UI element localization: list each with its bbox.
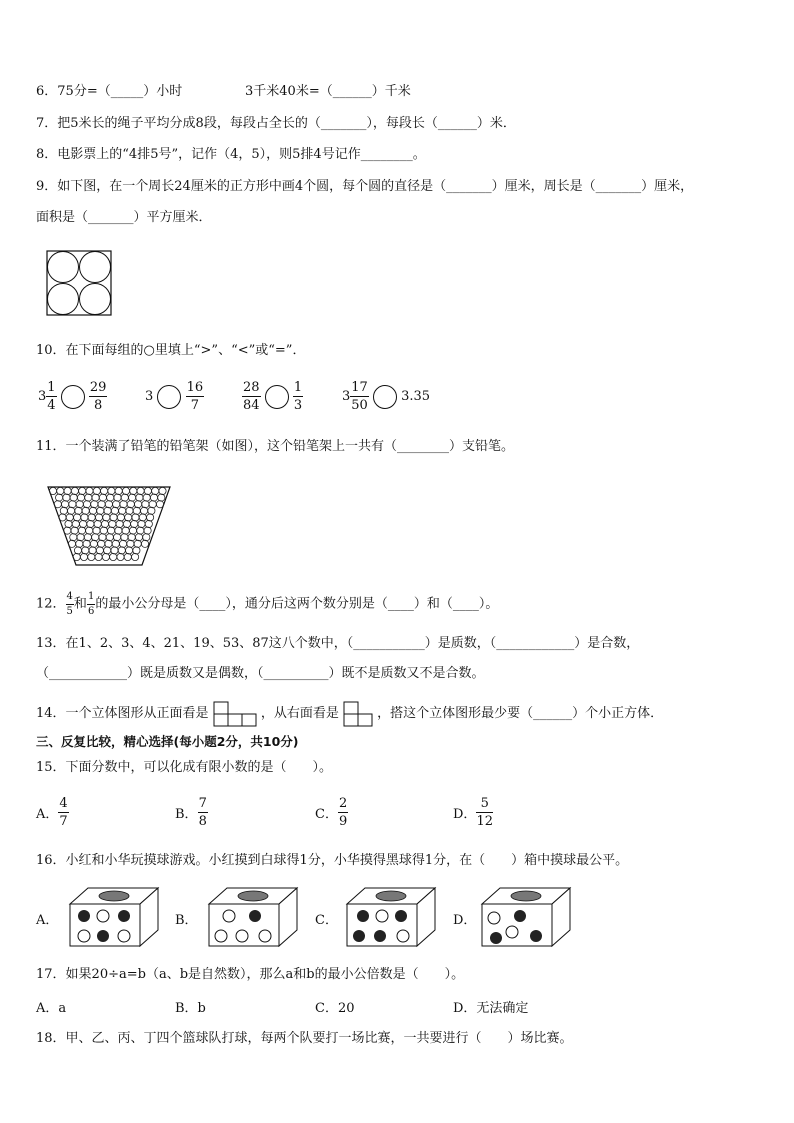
q10-group-3 — [242, 381, 303, 412]
ball-box-d — [480, 886, 572, 948]
fraction: $\frac{16}{7}$ — [186, 380, 204, 413]
q6-part-b: 3千米40米=（______）千米 — [245, 84, 411, 99]
q15-option-b[interactable]: B． $\frac{7}{8}$ — [175, 796, 207, 829]
ball-box-c — [345, 886, 437, 948]
q6-part-a: 6．75分=（_____）小时 — [36, 84, 183, 99]
question-9-line-1: 9．如下图，在一个周长24厘米的正方形中画4个圆，每个圆的直径是（_______）厘米，周长是（_______）厘米， — [36, 179, 694, 194]
q17-option-b[interactable]: B．b — [175, 1001, 206, 1016]
question-7: 7．把5米长的绳子平均分成8段，每段占全长的（_______），每段长（______）米． — [36, 116, 516, 131]
fraction: $\frac{17}{50}$ — [351, 380, 368, 413]
q16-option-a-label[interactable]: A． — [36, 913, 59, 928]
question-15: 15．下面分数中，可以化成有限小数的是（ ）。 — [36, 760, 333, 775]
fraction: $\frac{4}{7}$ — [59, 796, 68, 829]
question-12: 12． $\frac{4}{5}$ 和 $\frac{1}{6}$ 的最小公分母是（____），通分后这两个数分别是（____）和（____）。 — [36, 591, 499, 617]
q17-option-c[interactable]: C．20 — [315, 1001, 355, 1016]
ball-box-a — [68, 886, 160, 948]
square-four-circles-figure — [46, 250, 112, 316]
fraction: $\frac{1}{4}$ — [47, 380, 56, 413]
question-11: 11．一个装满了铅笔的铅笔架（如图），这个铅笔架上一共有（________）支铅笔。 — [36, 439, 515, 454]
q16-option-c-label[interactable]: C． — [315, 913, 338, 928]
fraction: $\frac{29}{8}$ — [89, 380, 107, 413]
q16-option-b-label[interactable]: B． — [175, 913, 198, 928]
fraction: $\frac{7}{8}$ — [198, 796, 207, 829]
question-18: 18．甲、乙、丙、丁四个篮球队打球，每两个队要打一场比赛，一共要进行（ ）场比赛。 — [36, 1031, 573, 1046]
compare-circle[interactable] — [373, 385, 397, 409]
question-10: 10．在下面每组的○里填上“>”、“<”或“=”． — [36, 343, 306, 358]
compare-circle[interactable] — [265, 385, 289, 409]
q17-option-d[interactable]: D．无法确定 — [453, 1001, 529, 1016]
question-6 — [36, 82, 182, 102]
q15-option-c[interactable]: C． $\frac{2}{9}$ — [315, 796, 348, 829]
question-8: 8．电影票上的“4排5号”，记作（4，5），则5排4号记作________。 — [36, 147, 426, 162]
question-13-line-1: 13．在1、2、3、4、21、19、53、87这八个数中，（___________）是质数，（____________）是合数， — [36, 636, 640, 651]
q10-group-2: 3 $\frac{16}{7}$ — [145, 380, 204, 413]
question-13-line-2: （____________）既是质数又是偶数，（__________）既不是质数又不是合数。 — [36, 666, 485, 681]
q10-group-4: 3 $\frac{17}{50}$ 3.35 — [342, 380, 431, 413]
q15-option-a[interactable]: A． $\frac{4}{7}$ — [36, 796, 68, 829]
compare-circle[interactable] — [61, 385, 85, 409]
section-3-heading: 三、反复比较，精心选择(每小题2分，共10分) — [36, 734, 299, 749]
compare-circle[interactable] — [157, 385, 181, 409]
question-16: 16．小红和小华玩摸球游戏。小红摸到白球得1分，小华摸得黑球得1分，在（ ）箱中摸球最公平。 — [36, 853, 629, 868]
q17-option-a[interactable]: A．a — [36, 1001, 67, 1016]
q15-option-d[interactable]: D． $\frac{5}{12}$ — [453, 796, 493, 829]
fraction: $\frac{28}{84}$ — [243, 380, 260, 413]
question-14: 14．一个立体图形从正面看是 ，从右面看是 ，搭这个立体图形最少要（______）个小正方体． — [36, 701, 663, 727]
fraction: $\frac{1}{6}$ — [87, 591, 95, 617]
fraction: $\frac{1}{3}$ — [293, 380, 303, 413]
question-9-line-2: 面积是（_______）平方厘米． — [36, 210, 212, 225]
right-view-figure — [343, 701, 373, 727]
ball-box-b — [207, 886, 299, 948]
fraction: $\frac{2}{9}$ — [338, 796, 348, 829]
q16-option-d-label[interactable]: D． — [453, 913, 477, 928]
fraction: $\frac{5}{12}$ — [476, 796, 493, 829]
fraction: $\frac{4}{5}$ — [66, 591, 73, 617]
pencil-holder-figure — [46, 485, 172, 567]
q10-group-1: 3 $\frac{1}{4}$ $\frac{29}{8}$ — [38, 380, 107, 413]
question-17: 17．如果20÷a=b（a、b是自然数），那么a和b的最小公倍数是（ ）。 — [36, 967, 465, 982]
front-view-figure — [213, 701, 257, 727]
